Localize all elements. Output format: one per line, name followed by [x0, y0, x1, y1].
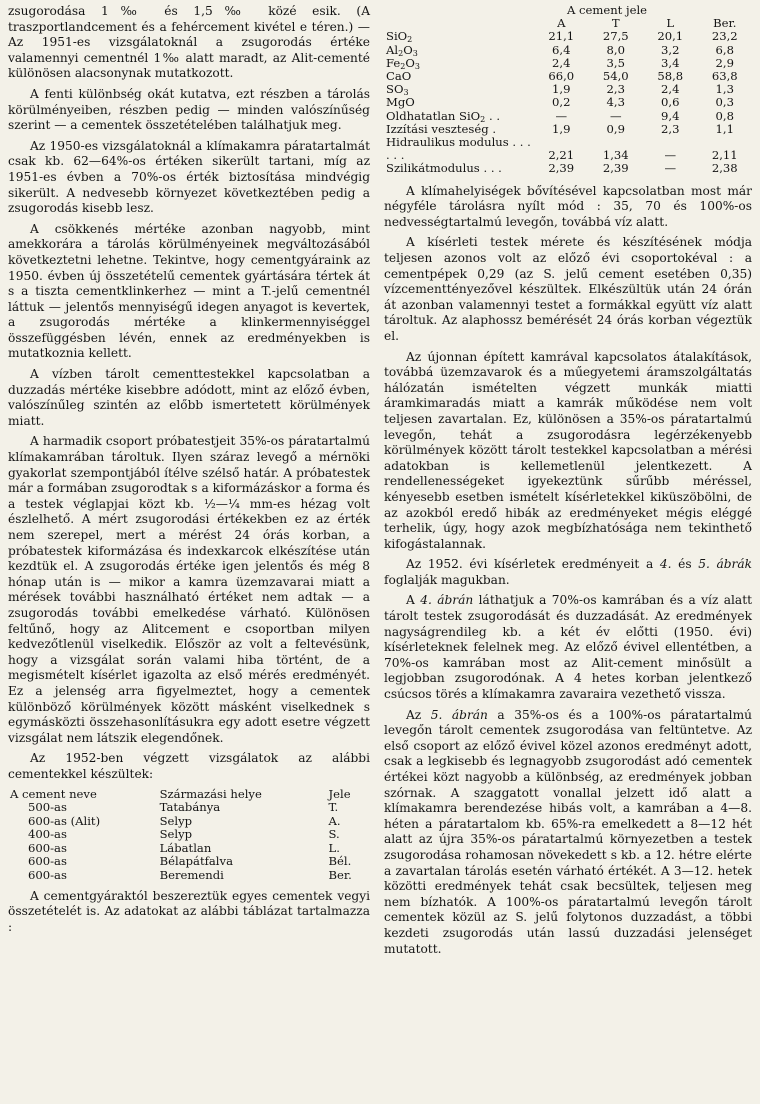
cell-value: 0,2 — [552, 95, 571, 110]
cell-value: 63,8 — [711, 69, 738, 84]
table-row — [8, 869, 370, 883]
paragraph-r6 — [384, 708, 752, 958]
row-label: Izzítási veszteség . — [386, 121, 497, 136]
paragraph-4: A csökkenés mértéke azonban nagyobb, mint amekkorára a tárolás körülményeinek megváltozásából következtetni lehetne. Tekintve, hogy cementgyáraink az 1950. évben új összetételű cementek gyártására tértek át s a tiszta cementklinkerhez — mint a T.-jelű cementnél láttuk — jelentős mennyiségű idegen anyagot is kevertek, a zsugorodás mértéke a klinkermennyiséggel összefüggésben lévén, ennek az eredményekben is mutatkoznia kellett. — [8, 221, 370, 361]
table-row — [384, 110, 752, 123]
cell-value: 58,8 — [657, 69, 684, 84]
paragraph-1: zsugorodása 1‰ és 1,5‰ közé esik. (A traszportlandcement és a fehércement kivétel e téren.) — Az 1951-es vizsgálatoknál a zsugorodás értéke valamennyi cementnél 1‰ alatt maradt, az Alit-cementé különösen alacsonynak mutatkozott. — [8, 4, 370, 81]
cell-value: 27,5 — [602, 29, 629, 44]
table-row — [384, 96, 752, 109]
row-label: SiO$_2$ — [386, 29, 413, 45]
cell-origin: Selyp — [159, 827, 193, 842]
paragraph-r5 — [384, 593, 752, 702]
cell-value: 54,0 — [602, 69, 629, 84]
text-run: Az — [406, 707, 431, 722]
table-row — [8, 815, 370, 829]
text-run: foglalják magukban. — [384, 572, 510, 587]
row-label: Hidraulikus modulus . . . . . . — [386, 135, 531, 163]
cell-value: 0,9 — [606, 121, 625, 136]
row-label: CaO — [386, 69, 412, 84]
header-mark: Jele — [328, 786, 351, 801]
row-label: $Al_2O_3$ — [386, 42, 418, 58]
cell-mark: Ber. — [328, 868, 352, 883]
cell-name: 600-as — [28, 868, 67, 883]
table-row — [8, 842, 370, 856]
header-origin: Származási helye — [159, 786, 262, 801]
cell-origin: Lábatlan — [159, 840, 212, 855]
cell-value: 2,9 — [715, 55, 734, 70]
cell-origin: Beremendi — [159, 868, 224, 883]
header-col-l: L — [666, 16, 675, 31]
cell-value: 0,8 — [715, 108, 734, 123]
cell-value: 1,34 — [602, 148, 629, 163]
cell-origin: Tatabánya — [159, 800, 221, 815]
cell-value: 0,6 — [661, 95, 680, 110]
paragraph-3: Az 1950-es vizsgálatoknál a klímakamra páratartalmát csak kb. 62—64%-os értéken sikerült tartani, míg az 1951-es évben a 70%-os érték biztosítása mindvégig sikerült. A nedvesebb környezet következtében pedig a zsugorodás kisebb lesz. — [8, 138, 370, 216]
cell-value: 66,0 — [548, 69, 575, 84]
cell-value: 2,3 — [606, 82, 625, 97]
cell-value: 0,3 — [715, 95, 734, 110]
cell-value: 20,1 — [657, 29, 684, 44]
text-run: a 35%-os és a 100%-os páratartalmú levegőn tárolt cementek zsugorodása van feltüntetve. Az első csoport az előző évivel közel azonos eredményt adott, csak a legkisebb és legnagyobb zsugorodást adó cementek értékei közt nagyobb a különbség, az eredmények jobban szórnak. A szaggatott vonallal jelzett idő alatt a klímakamra berendezése hibás volt, a kamrában a 4—8. héten a páratartalom kb. 65%-ra emelkedett a 8—12 hét alatt az újra 35%-os páratartalmú környezetben a testek zsugorodása rohamosan növekedett s kb. a 12. hétre elérte a zavartalan tárolás esetén várható értékét. A 3—12. hetek közötti eredmények tehát csak becsültek, teljesen meg nem bízhatók. A 100%-os páratartalmú levegőn tárolt cementek közül az S. jelű folytonos duzzadást, a többi kezdeti zsugorodás után lassú duzzadási jelenséget mutatott. — [384, 707, 752, 956]
cell-value: 2,39 — [602, 161, 629, 176]
cell-value: 21,1 — [548, 29, 575, 44]
cell-mark: A. — [328, 813, 341, 828]
cell-value: 4,3 — [606, 95, 625, 110]
cell-value: 2,3 — [661, 121, 680, 136]
table-row — [384, 30, 752, 43]
figure-ref: 4. — [659, 557, 672, 572]
cell-mark: T. — [328, 800, 339, 815]
cell-name: 400-as — [28, 827, 67, 842]
cell-value: 6,8 — [715, 42, 734, 57]
figure-ref: 4. ábrán — [420, 593, 474, 608]
paragraph-7: Az 1952-ben végzett vizsgálatok az alábbi cementekkel készültek: — [8, 751, 370, 781]
table-row — [8, 828, 370, 842]
cell-value: 2,4 — [552, 55, 571, 70]
cell-name: 600-as — [28, 854, 67, 869]
table-row — [384, 162, 752, 175]
text-run: és — [671, 557, 699, 572]
cell-value: 1,9 — [552, 121, 571, 136]
text-run: Az 1952. évi kísérletek eredményeit a — [406, 557, 660, 572]
cell-origin: Bélapátfalva — [159, 854, 233, 869]
cement-source-table — [8, 788, 370, 883]
cell-value: — — [664, 161, 677, 176]
cell-value: 8,0 — [606, 42, 625, 57]
left-column — [8, 4, 370, 940]
header-col-a: A — [557, 16, 566, 31]
cell-value: — — [609, 108, 622, 123]
right-column — [384, 4, 752, 962]
table-row — [8, 801, 370, 815]
figure-ref: 5. ábrák — [698, 557, 752, 572]
cell-value: 3,4 — [661, 55, 680, 70]
cell-value: — — [664, 148, 677, 163]
table-title-row — [384, 4, 752, 17]
table-row — [384, 44, 752, 57]
paragraph-8: A cementgyáraktól beszereztük egyes cementek vegyi összetételét is. Az adatokat az alábbi táblázat tartalmazza : — [8, 888, 370, 934]
cell-mark: S. — [328, 827, 340, 842]
cell-value: 23,2 — [711, 29, 738, 44]
paragraph-2: A fenti különbség okát kutatva, ezt részben a tárolás körülményeiben, részben pedig — minden valószínűség szerint — a cementek összetételében találhatjuk meg. — [8, 86, 370, 133]
cell-name: 600-as — [28, 840, 67, 855]
paragraph-r1: A klímahelyiségek bővítésével kapcsolatban most már négyféle tárolásra nyílt mód : 35, 70 és 100%-os nedvességtartalmú levegőn, továbbá víz alatt. — [384, 183, 752, 229]
cell-value: — — [555, 108, 568, 123]
paragraph-r2: A kísérleti testek mérete és készítésének módja teljesen azonos volt az előző évi csoportokéval : a cementpépek 0,29 (az S. jelű cement esetében 0,35) vízcementtényezővel készültek. Elkészültük után 24 órán át azonban valamennyi testet a formákkal együtt víz alatt tároltuk. Az alaphossz bemérését 24 órás korban végeztük el. — [384, 235, 752, 343]
row-label: Szilikátmodulus . . . — [386, 161, 502, 176]
cell-value: 3,5 — [606, 55, 625, 70]
table-row — [8, 855, 370, 869]
header-col-t: T — [611, 16, 620, 31]
table-title: A cement jele — [566, 3, 648, 17]
cell-value: 9,4 — [661, 108, 680, 123]
text-run: láthatjuk a 70%-os kamrában és a víz alatt tárolt testek zsugorodását és duzzadását. Az eredmények nagyságrendileg kb. a két év előtti (1950. évi) kísérleteknek felelnek meg. Az előző évivel ellentétben, a 70%-os kamrában most az Alit-cement minősült a legjobban zsugorodónak. A 4 hetes korban jelentkező csúcsos törés a klímakamra zavaraira vezethető vissza. — [384, 593, 752, 702]
cell-value: 2,11 — [711, 148, 738, 163]
paragraph-r4 — [384, 557, 752, 588]
figure-ref: 5. ábrán — [430, 707, 488, 722]
cell-value: 2,4 — [661, 82, 680, 97]
cell-mark: Bél. — [328, 854, 352, 869]
paragraph-6: A harmadik csoport próbatestjeit 35%-os páratartalmú klímakamrában tároltuk. Ilyen száraz levegő a mérnöki gyakorlat szempontjából ítélve szélső határ. A próbatestek már a formában zsugorodtak s a kiformázáskor a forma és a testek véglapjai közt kb. ½—¼ mm-es hézag volt észlelhető. A mért zsugorodási értékekben ez az érték nem szerepel, mert a mérést 24 órás korban, a próbatestek kiformázása és indexkarcok elkészítése után kezdtük el. A zsugorodás értéke igen jelentős és még 8 hónap után is — mikor a kamra üzemzavarai miatt a mérések további használható értéket nem adtak — a zsugorodás további emelkedése várható. Különösen feltűnő, hogy az Alitcement e csoportban milyen kedvezőtlenül viselkedik. Először az volt a feltevésünk, hogy a vizsgálat során valami hiba történt, de a megismételt kísérlet igazolta az első mérés eredményét. Ez a jelenség arra figyelmeztet, hogy a cementek különböző körülmények között másként viselkednek s egymásközti összehasonlításukra egy adott esetre végzett vizsgálat nem látszik elegendőnek. — [8, 434, 370, 745]
chemical-composition-table — [384, 4, 752, 176]
cell-value: 1,3 — [715, 82, 734, 97]
row-label: $SO_3$ — [386, 82, 409, 98]
paragraph-r3: Az újonnan épített kamrával kapcsolatos átalakítások, továbbá üzemzavarok és a műegyetemi áramszolgáltatás hálózatán ismételten végzett munkák miatti áramkimaradás miatt a kamrák működése nem volt teljesen zavartalan. Ez, különösen a 35%-os páratartalmú levegőn, tehát a zsugorodásra legérzékenyebb körülmények között tárolt testekkel kapcsolatban a mérési adatokban is kellemetlenül jelentkezett. A rendellenességeket igyekeztünk sűrűbb méréssel, kényesebb esetben ismételt kísérletekkel kiküszöbölni, de az azokból eredő hibák az eredményeket mégis eléggé terhelik, úgy, hogy azok megbízhatósága nem tekinthető kifogástalannak. — [384, 349, 752, 551]
row-label: MgO — [386, 95, 415, 110]
text-run: A — [406, 593, 421, 608]
cell-mark: L. — [328, 840, 340, 855]
row-label: $Fe_2O_3$ — [386, 55, 420, 71]
table-row — [384, 136, 752, 162]
cell-value: 2,39 — [548, 161, 575, 176]
paragraph-5: A vízben tárolt cementtestekkel kapcsolatban a duzzadás mértéke kisebbre adódott, mint az előző évben, valószínűleg szintén az előbb ismertetett körülmények miatt. — [8, 367, 370, 428]
cell-value: 6,4 — [552, 42, 571, 57]
cell-value: 3,2 — [661, 42, 680, 57]
cell-value: 1,1 — [715, 121, 734, 136]
cell-value: 2,38 — [711, 161, 738, 176]
cell-value: 2,21 — [548, 148, 575, 163]
cell-value: 1,9 — [552, 82, 571, 97]
cell-name: 600-as (Alit) — [28, 813, 101, 828]
header-cement-name: A cement neve — [10, 786, 97, 801]
header-col-ber: Ber. — [713, 16, 737, 31]
cell-name: 500-as — [28, 800, 67, 815]
cell-origin: Selyp — [159, 813, 193, 828]
table-header-row — [8, 788, 370, 802]
row-label: Oldhatatlan SiO$_2$ . . — [386, 108, 501, 124]
